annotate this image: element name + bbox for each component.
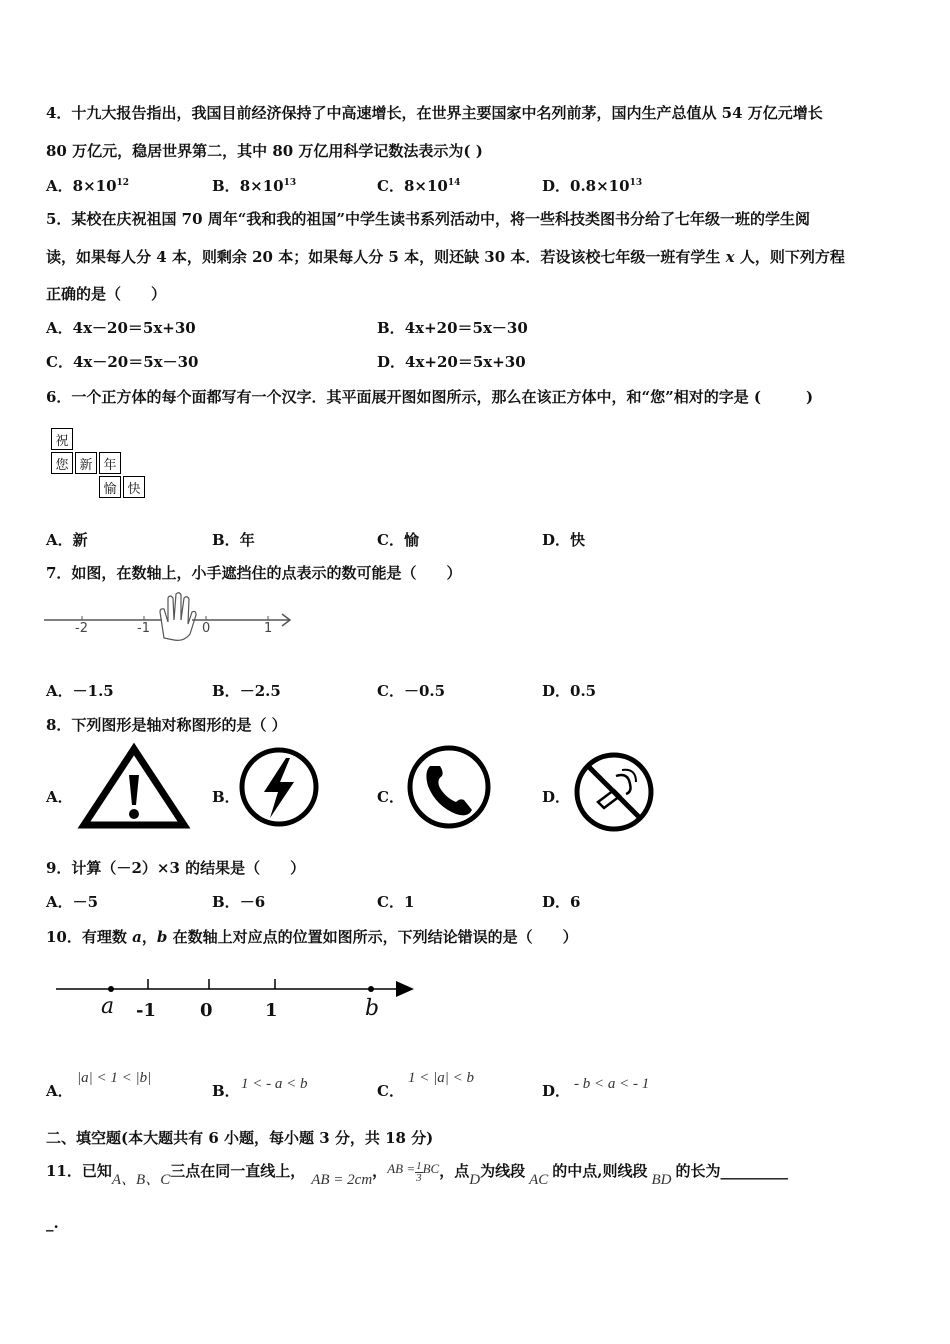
q10-label-zero: 0	[200, 1000, 213, 1021]
q10-option-b[interactable]: 1 < - a < b	[241, 1076, 308, 1092]
q7-tick-label-1: -2	[75, 621, 88, 636]
point-b	[368, 986, 374, 992]
q10-option-a[interactable]: |a| < 1 < |b|	[77, 1070, 152, 1086]
q5-option-d[interactable]: D．4x+20＝5x+30	[377, 353, 526, 371]
q4-option-b[interactable]: B．$8\times 10^{13}$	[212, 177, 297, 195]
q5-option-a[interactable]: A．4x－20＝5x+30	[46, 319, 196, 337]
q10-option-c[interactable]: 1 < |a| < b	[408, 1070, 474, 1086]
answer-blank[interactable]: _________	[720, 1162, 789, 1180]
q4-stem-line2: 80 万亿元，稳居世界第二，其中 80 万亿用科学记数法表示为( )	[46, 142, 483, 160]
q10-option-b-label[interactable]: B．	[212, 1082, 240, 1100]
q5-stem-line2: 读，如果每人分 4 本，则剩余 20 本；如果每人分 5 本，则还缺 30 本．若设该校七年级一班有学生 x 人，则下列方程	[46, 248, 845, 266]
q8-stem: 8．下列图形是轴对称图形的是（ ）	[46, 716, 287, 734]
q6-option-d[interactable]: D．快	[542, 531, 586, 549]
q9-option-c[interactable]: C．1	[377, 893, 415, 911]
section-title: 二、填空题(本大题共有 6 小题，每小题 3 分，共 18 分)	[46, 1129, 434, 1147]
q10-label-one: 1	[265, 1000, 278, 1021]
net-cell-4: 年	[99, 452, 121, 474]
net-cell-3: 新	[75, 452, 97, 474]
q7-stem: 7．如图，在数轴上，小手遮挡住的点表示的数可能是（ ）	[46, 564, 462, 582]
q5-option-c[interactable]: C．4x－20＝5x－30	[46, 353, 199, 371]
q7-option-d[interactable]: D．0.5	[542, 682, 597, 700]
q9-stem: 9．计算（－2）×3 的结果是（ ）	[46, 859, 306, 877]
q7-tick-label-3: 0	[202, 621, 211, 636]
q10-label-minus1: -1	[136, 1000, 156, 1021]
q8-option-b-label[interactable]: B．	[212, 788, 240, 806]
q6-stem: 6．一个正方体的每个面都写有一个汉字．其平面展开图如图所示，那么在该正方体中，和“您”相对的字是 ( )	[46, 388, 814, 406]
q7-number-line	[44, 590, 294, 650]
q8-option-a-label[interactable]: A．	[46, 788, 73, 806]
q6-option-b[interactable]: B．年	[212, 531, 255, 549]
q4-option-a[interactable]: A．$8\times 10^{12}$	[46, 177, 130, 195]
q9-option-d[interactable]: D．6	[542, 893, 581, 911]
q7-tick-label-2: -1	[137, 621, 150, 636]
point-a	[108, 986, 114, 992]
q6-option-a[interactable]: A．新	[46, 531, 88, 549]
no-smoking-icon[interactable]	[572, 750, 656, 834]
q11-stem: 11．已知A、B、C三点在同一直线上， AB = 2cm，AB = $\frac{1}{3}$ BC，点D为线段 AC 的中点,则线段 BD 的长为_________	[46, 1159, 789, 1188]
q6-option-c[interactable]: C．愉	[377, 531, 419, 549]
q7-option-a[interactable]: A．－1.5	[46, 682, 114, 700]
q5-stem-line3: 正确的是（ ）	[46, 285, 167, 303]
fraction-one-third: $\frac{1}{3}$	[416, 1159, 422, 1184]
q7-tick-label-4: 1	[264, 621, 273, 636]
q10-label-a: a	[101, 994, 115, 1019]
q4-option-c[interactable]: C．$8\times 10^{14}$	[377, 177, 461, 195]
q10-option-c-label[interactable]: C．	[377, 1082, 404, 1100]
q11-blank-tail: _.	[46, 1214, 59, 1232]
q4-option-d[interactable]: D．$0.8\times 10^{13}$	[542, 177, 643, 195]
net-cell-2: 您	[51, 452, 73, 474]
q10-option-a-label[interactable]: A．	[46, 1082, 73, 1100]
warning-triangle-icon[interactable]	[80, 745, 188, 829]
q7-option-c[interactable]: C．－0.5	[377, 682, 446, 700]
net-cell-6: 快	[123, 476, 145, 498]
q10-option-d-label[interactable]: D．	[542, 1082, 571, 1100]
hand-icon	[160, 593, 196, 641]
q5-stem-line1: 5．某校在庆祝祖国 70 周年“我和我的祖国”中学生读书系列活动中，将一些科技类图书分给了七年级一班的学生阅	[46, 210, 811, 228]
phone-circle-icon[interactable]	[406, 744, 492, 830]
lightning-circle-icon[interactable]	[238, 746, 320, 828]
q10-stem: 10．有理数 a，b 在数轴上对应点的位置如图所示，下列结论错误的是（ ）	[46, 928, 578, 946]
q9-option-a[interactable]: A．－5	[46, 893, 99, 911]
q10-option-d[interactable]: - b < a < - 1	[574, 1076, 650, 1092]
q8-option-d-label[interactable]: D．	[542, 788, 571, 806]
q9-option-b[interactable]: B．－6	[212, 893, 266, 911]
q5-option-b[interactable]: B．4x+20＝5x－30	[377, 319, 528, 337]
net-cell-5: 愉	[99, 476, 121, 498]
q4-stem-line1: 4．十九大报告指出，我国目前经济保持了中高速增长，在世界主要国家中名列前茅，国内生产总值从 54 万亿元增长	[46, 104, 823, 122]
q7-option-b[interactable]: B．－2.5	[212, 682, 281, 700]
q8-option-c-label[interactable]: C．	[377, 788, 404, 806]
q10-label-b: b	[365, 996, 380, 1021]
net-cell-1: 祝	[51, 428, 73, 450]
